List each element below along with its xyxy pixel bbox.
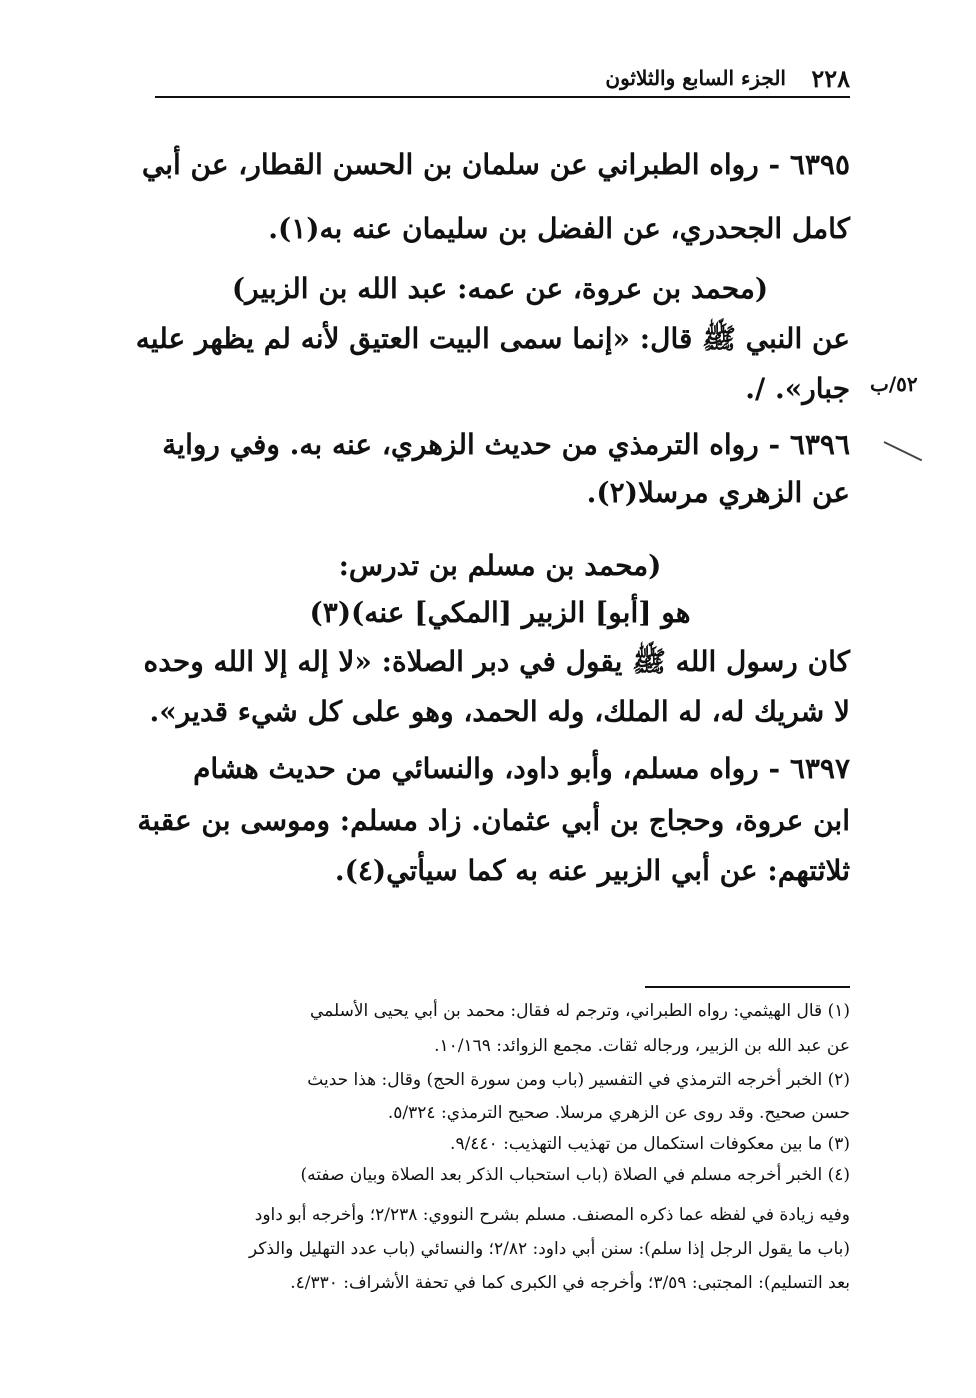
dhikr-hadith-line-1: كان رسول الله ﷺ يقول في دبر الصلاة: «لا إله إلا الله وحده (143, 645, 850, 678)
footnote-separator (645, 986, 850, 988)
dhikr-hadith-line-2: لا شريك له، له الملك، وله الحمد، وهو على كل شيء قدير». (149, 695, 850, 728)
margin-mark (884, 441, 923, 461)
section-heading-muhammad-ibn-muslim: (محمد بن مسلم بن تدرس: (338, 549, 662, 582)
footnote-4-line-3: (باب ما يقول الرجل إذا سلم): سنن أبي داود: ٢/٨٢؛ والنسائي (باب عدد التهليل والذكر (248, 1239, 850, 1259)
footnote-2-line-2: حسن صحيح. وقد روى عن الزهري مرسلا. صحيح الترمذي: ٥/٣٢٤. (387, 1103, 850, 1123)
manuscript-folio-note: ٥٢/ب (870, 372, 918, 396)
hadith-text-line-1: عن النبي ﷺ قال: «إنما سمى البيت العتيق لأنه لم يظهر عليه (135, 322, 850, 355)
hadith-6396-line-2: عن الزهري مرسلا(٢). (586, 476, 850, 509)
page-number: ٢٢٨ (811, 64, 850, 93)
section-subheading-abu-zubayr: هو [أبو] الزبير [المكي] عنه)(٣) (309, 596, 691, 629)
hadith-text-line-2: جبار». /. (745, 372, 850, 405)
hadith-6395-line-1: ٦٣٩٥ - رواه الطبراني عن سلمان بن الحسن القطار، عن أبي (141, 148, 850, 181)
hadith-6397-line-1: ٦٣٩٧ - رواه مسلم، وأبو داود، والنسائي من حديث هشام (193, 752, 850, 785)
footnote-4-line-2: وفيه زيادة في لفظه عما ذكره المصنف. مسلم بشرح النووي: ٢/٢٣٨؛ وأخرجه أبو داود (254, 1205, 850, 1225)
page-header (155, 62, 850, 98)
footnote-4-line-4: بعد التسليم): المجتبى: ٣/٥٩؛ وأخرجه في الكبرى كما في تحفة الأشراف: ٤/٣٣٠. (290, 1273, 850, 1293)
footnote-1-line-1: (١) قال الهيثمي: رواه الطبراني، وترجم له فقال: محمد بن أبي يحيى الأسلمي (309, 1001, 850, 1021)
hadith-6397-line-2: ابن عروة، وحجاج بن أبي عثمان. زاد مسلم: وموسى بن عقبة (137, 804, 850, 837)
hadith-6395-line-2: كامل الجحدري، عن الفضل بن سليمان عنه به(١). (268, 212, 850, 245)
running-title: الجزء السابع والثلاثون (605, 66, 786, 90)
hadith-6396-line-1: ٦٣٩٦ - رواه الترمذي من حديث الزهري، عنه به. وفي رواية (162, 428, 850, 461)
footnote-2-line-1: (٢) الخبر أخرجه الترمذي في التفسير (باب ومن سورة الحج) وقال: هذا حديث (307, 1070, 850, 1090)
footnote-3: (٣) ما بين معكوفات استكمال من تهذيب التهذيب: ٩/٤٤٠. (450, 1134, 850, 1154)
section-heading-muhammad-ibn-urwa: (محمد بن عروة، عن عمه: عبد الله بن الزبير) (231, 272, 769, 305)
hadith-6397-line-3: ثلاثتهم: عن أبي الزبير عنه به كما سيأتي(٤). (334, 854, 850, 887)
footnote-4-line-1: (٤) الخبر أخرجه مسلم في الصلاة (باب استحباب الذكر بعد الصلاة وبيان صفته) (300, 1165, 850, 1185)
footnote-1-line-2: عن عبد الله بن الزبير، ورجاله ثقات. مجمع الزوائد: ١٠/١٦٩. (434, 1036, 850, 1056)
